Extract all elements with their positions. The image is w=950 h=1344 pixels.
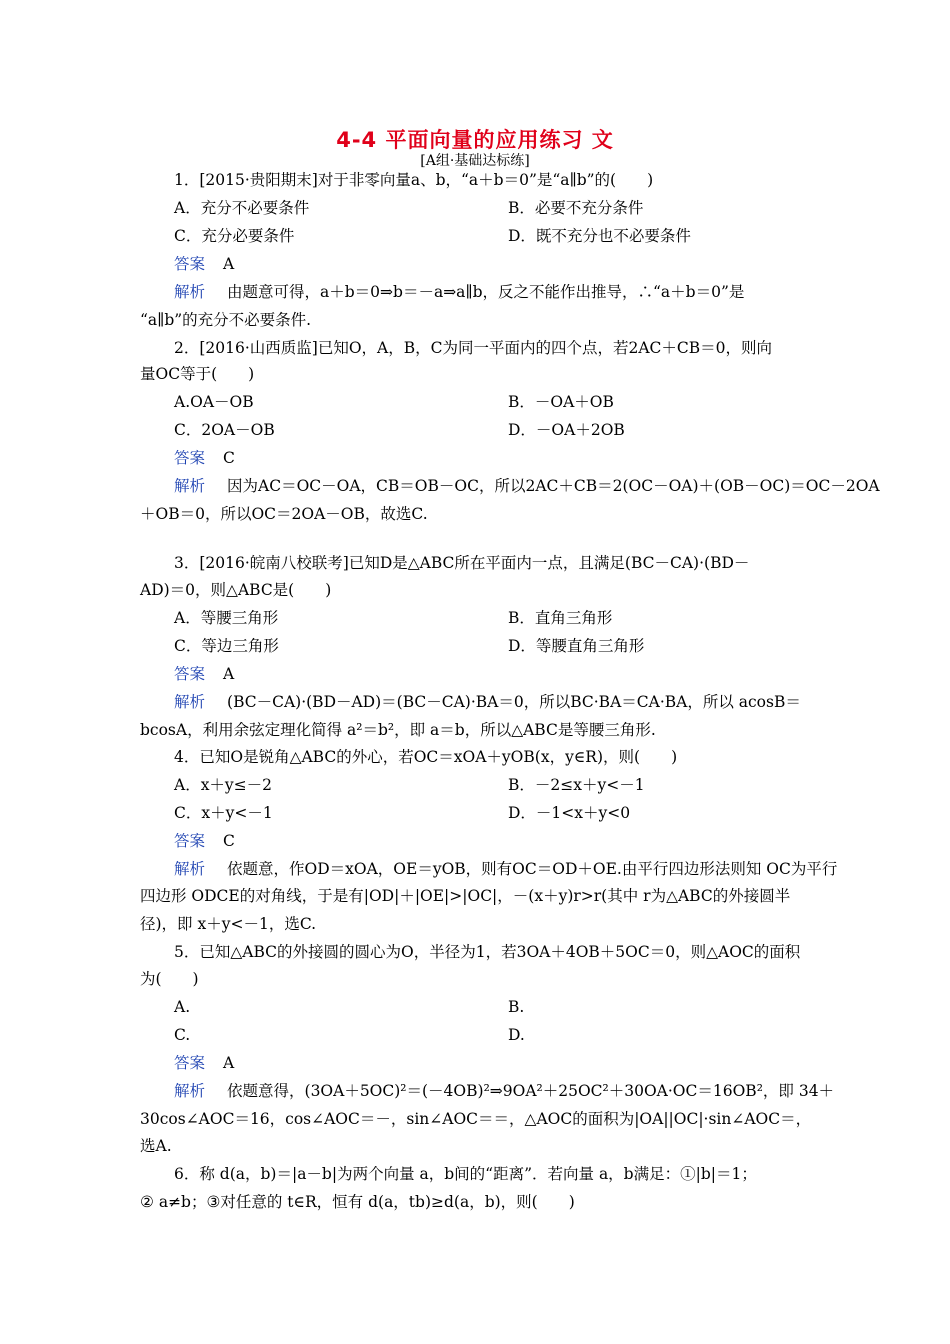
q1-option-c: C．充分必要条件	[174, 227, 295, 245]
q4-answer-value: C	[223, 832, 235, 850]
q1-option-a: A．充分不必要条件	[174, 199, 310, 217]
q2-stem-line2: 量OC等于( )	[140, 365, 255, 383]
q4-answer	[174, 831, 235, 851]
q1-analysis-line2: “a∥b”的充分不必要条件.	[140, 311, 312, 329]
q2-analysis	[174, 476, 880, 496]
q3-stem-line2: AD)＝0，则△ABC是( )	[140, 581, 332, 599]
q6-stem-line1: 6．称 d(a，b)＝|a－b|为两个向量 a，b间的“距离”．若向量 a，b满足：①|b|＝1；	[174, 1165, 757, 1183]
q1-option-d: D．既不充分也不必要条件	[508, 227, 691, 245]
q5-option-b: B.	[508, 998, 525, 1016]
q2-stem-line1: 2．[2016·山西质监]已知O，A，B，C为同一平面内的四个点，若2AC＋CB＝0，则向	[174, 339, 773, 357]
q3-analysis-line2: bcosA，利用余弦定理化简得 a²＝b²，即 a＝b，所以△ABC是等腰三角形.	[140, 721, 656, 739]
q6-stem-line2: ② a≠b；③对任意的 t∈R，恒有 d(a，tb)≥d(a，b)，则( )	[140, 1193, 575, 1211]
answer-label: 答案	[174, 832, 206, 850]
q5-stem-line2: 为( )	[140, 970, 199, 988]
answer-label: 答案	[174, 1054, 206, 1072]
q3-answer	[174, 664, 234, 684]
q3-option-c: C．等边三角形	[174, 637, 279, 655]
q5-analysis	[174, 1081, 834, 1101]
q3-analysis	[174, 692, 801, 712]
q4-stem: 4．已知O是锐角△ABC的外心，若OC＝xOA＋yOB(x，y∈R)，则( )	[174, 748, 678, 766]
q5-option-a: A.	[174, 998, 191, 1016]
analysis-label: 解析	[174, 860, 206, 878]
q2-answer-value: C	[223, 449, 235, 467]
q4-analysis-line2: 四边形 ODCE的对角线，于是有|OD|＋|OE|>|OC|，－(x＋y)r>r(其中 r为△ABC的外接圆半	[140, 887, 791, 905]
analysis-label: 解析	[174, 1082, 206, 1100]
q4-option-a: A．x＋y≤－2	[174, 776, 273, 794]
q2-option-b: B．－OA＋OB	[508, 393, 614, 411]
answer-label: 答案	[174, 665, 206, 683]
answer-label: 答案	[174, 255, 206, 273]
q3-answer-value: A	[223, 665, 235, 683]
q2-analysis-line1: 因为AC＝OC－OA，CB＝OB－OC，所以2AC＋CB＝2(OC－OA)＋(OB－OC)＝OC－2OA	[227, 477, 880, 495]
q4-analysis-line1: 依题意，作OD＝xOA，OE＝yOB，则有OC＝OD＋OE.由平行四边形法则知 OC为平行	[227, 860, 838, 878]
analysis-label: 解析	[174, 693, 206, 711]
analysis-label: 解析	[174, 283, 206, 301]
q2-option-a: A.OA－OB	[174, 393, 254, 411]
q3-option-d: D．等腰直角三角形	[508, 637, 645, 655]
q2-option-c: C．2OA－OB	[174, 421, 275, 439]
analysis-label: 解析	[174, 477, 206, 495]
q2-option-d: D．－OA＋2OB	[508, 421, 625, 439]
q1-option-b: B．必要不充分条件	[508, 199, 644, 217]
page-title: 4-4 平面向量的应用练习 文	[336, 128, 614, 152]
q3-analysis-line1: (BC－CA)·(BD－AD)＝(BC－CA)·BA＝0，所以BC·BA＝CA·BA，所以 acosB＝	[227, 693, 801, 711]
q3-option-a: A．等腰三角形	[174, 609, 279, 627]
q1-stem: 1．[2015·贵阳期末]对于非零向量a、b，“a＋b＝0”是“a∥b”的( )	[174, 171, 654, 189]
q5-analysis-line3: 选A.	[140, 1137, 172, 1155]
q1-analysis	[174, 282, 744, 302]
q2-analysis-line2: ＋OB＝0，所以OC＝2OA－OB，故选C.	[140, 505, 428, 523]
q5-answer-value: A	[223, 1054, 235, 1072]
q5-option-c: C.	[174, 1026, 191, 1044]
q5-option-d: D.	[508, 1026, 525, 1044]
q4-analysis	[174, 859, 837, 879]
q1-answer	[174, 254, 234, 274]
q1-analysis-line1: 由题意可得，a＋b＝0⇒b＝－a⇒a∥b，反之不能作出推导，∴“a＋b＝0”是	[227, 283, 745, 301]
q3-option-b: B．直角三角形	[508, 609, 613, 627]
q5-answer	[174, 1053, 234, 1073]
q4-analysis-line3: 径)，即 x＋y<－1，选C.	[140, 915, 317, 933]
q4-option-b: B．－2≤x＋y<－1	[508, 776, 645, 794]
q3-stem-line1: 3．[2016·皖南八校联考]已知D是△ABC所在平面内一点，且满足(BC－CA)·(BD－	[174, 554, 750, 572]
q1-answer-value: A	[223, 255, 235, 273]
q4-option-c: C．x＋y<－1	[174, 804, 273, 822]
q5-analysis-line2: 30cos∠AOC＝16，cos∠AOC＝－，sin∠AOC＝＝，△AOC的面积为|OA||OC|·sin∠AOC＝，	[140, 1110, 812, 1128]
q2-answer	[174, 448, 235, 468]
section-subtitle: [A组·基础达标练]	[420, 153, 530, 169]
q5-analysis-line1: 依题意得，(3OA＋5OC)²＝(－4OB)²⇒9OA²＋25OC²＋30OA·OC＝16OB²，即 34＋	[227, 1082, 835, 1100]
answer-label: 答案	[174, 449, 206, 467]
q4-option-d: D．－1<x＋y<0	[508, 804, 631, 822]
q5-stem-line1: 5．已知△ABC的外接圆的圆心为O，半径为1，若3OA＋4OB＋5OC＝0，则△AOC的面积	[174, 943, 801, 961]
